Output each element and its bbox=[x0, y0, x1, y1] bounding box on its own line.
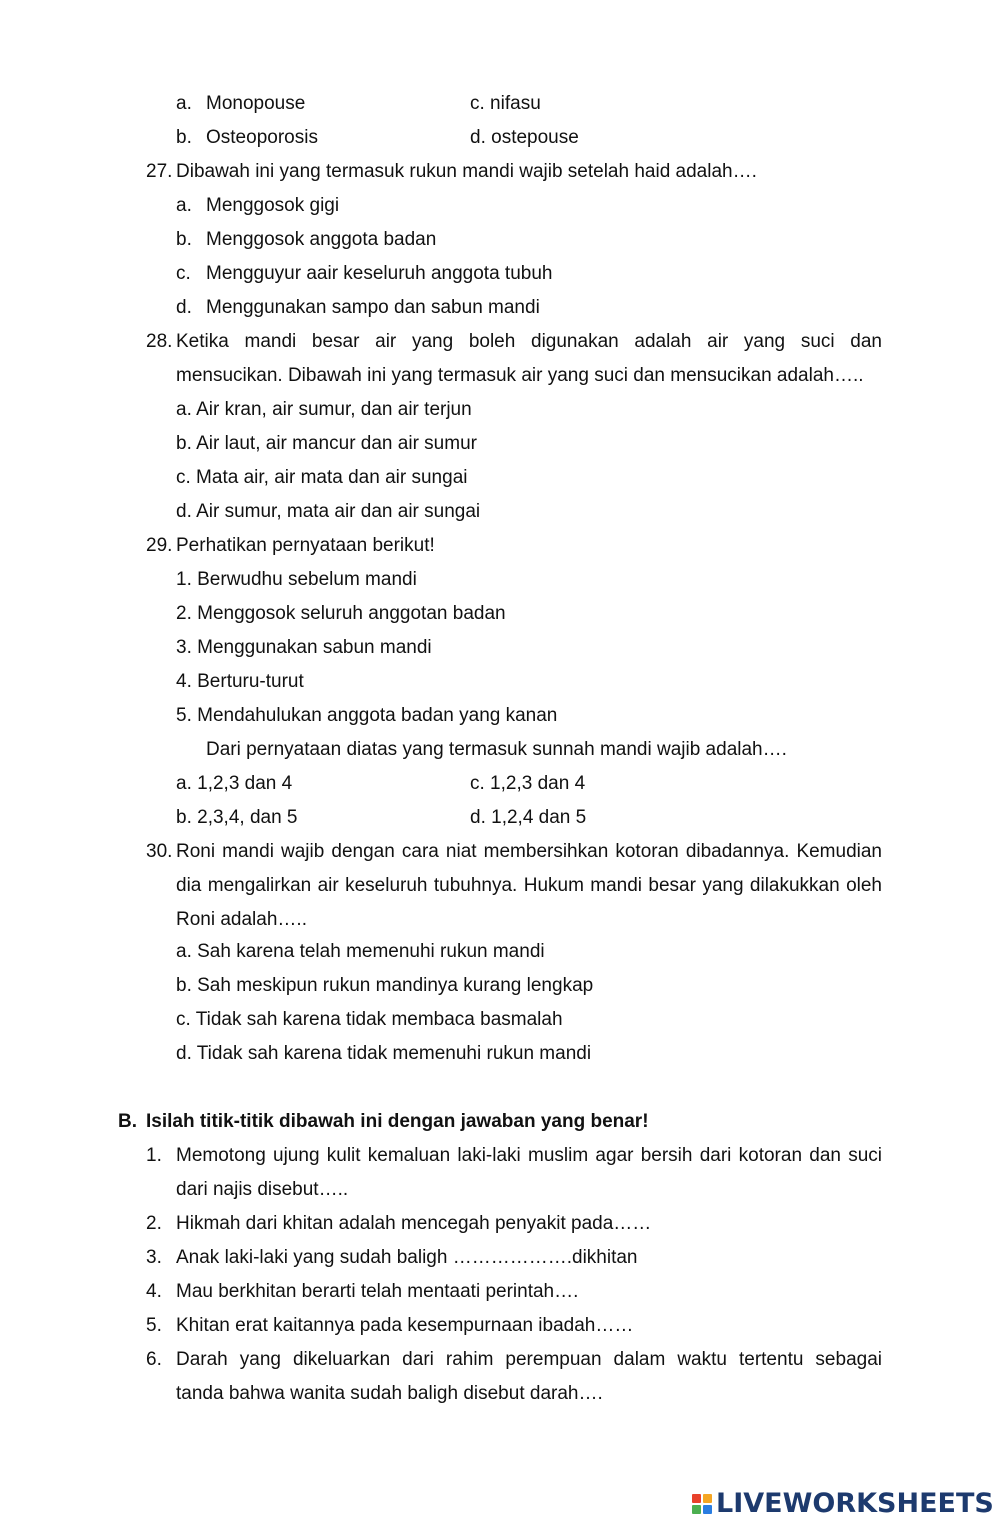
b-item-1-line1: Memotong ujung kulit kemaluan laki-laki muslim agar bersih dari kotoran dan suci bbox=[176, 1145, 882, 1166]
q28-option-d: d. Air sumur, mata air dan air sungai bbox=[176, 501, 481, 522]
q26-option-a-letter: a. bbox=[176, 93, 192, 114]
q27-option-b-letter: b. bbox=[176, 229, 192, 250]
b-item-5-line1: Khitan erat kaitannya pada kesempurnaan ibadah…… bbox=[176, 1315, 634, 1336]
q30-option-a: a. Sah karena telah memenuhi rukun mandi bbox=[176, 941, 545, 962]
q29-statement-5: 5. Mendahulukan anggota badan yang kanan bbox=[176, 705, 558, 726]
q29-option-b: b. 2,3,4, dan 5 bbox=[176, 807, 298, 828]
logo-square-3 bbox=[692, 1505, 701, 1514]
q30-question-line3: Roni adalah….. bbox=[176, 909, 307, 930]
q27-question: Dibawah ini yang termasuk rukun mandi wajib setelah haid adalah…. bbox=[176, 161, 757, 182]
liveworksheets-logo-icon bbox=[692, 1494, 712, 1514]
q30-option-b: b. Sah meskipun rukun mandinya kurang lengkap bbox=[176, 975, 594, 996]
q29-statement-2: 2. Menggosok seluruh anggotan badan bbox=[176, 603, 506, 624]
q26-option-c: c. nifasu bbox=[470, 93, 541, 114]
b-item-1-number: 1. bbox=[146, 1145, 162, 1166]
q27-option-b: Menggosok anggota badan bbox=[206, 229, 437, 250]
liveworksheets-logo-text: LIVEWORKSHEETS bbox=[716, 1488, 994, 1519]
q26-option-d: d. ostepouse bbox=[470, 127, 579, 148]
liveworksheets-logo[interactable] bbox=[692, 1488, 994, 1519]
q29-statement-3: 3. Menggunakan sabun mandi bbox=[176, 637, 432, 658]
q29-option-a: a. 1,2,3 dan 4 bbox=[176, 773, 293, 794]
q28-option-b: b. Air laut, air mancur dan air sumur bbox=[176, 433, 477, 454]
q30-option-d: d. Tidak sah karena tidak memenuhi rukun mandi bbox=[176, 1043, 592, 1064]
q28-number: 28. bbox=[146, 331, 173, 352]
q26-option-b: Osteoporosis bbox=[206, 127, 318, 148]
q27-option-d-letter: d. bbox=[176, 297, 192, 318]
b-item-6-line1: Darah yang dikeluarkan dari rahim perempuan dalam waktu tertentu sebagai bbox=[176, 1349, 882, 1370]
b-item-6-line2: tanda bahwa wanita sudah baligh disebut darah…. bbox=[176, 1383, 603, 1404]
q27-option-c-letter: c. bbox=[176, 263, 191, 284]
q29-prompt: Dari pernyataan diatas yang termasuk sunnah mandi wajib adalah…. bbox=[206, 739, 787, 760]
q29-statement-4: 4. Berturu-turut bbox=[176, 671, 304, 692]
q29-option-c: c. 1,2,3 dan 4 bbox=[470, 773, 586, 794]
q28-option-a: a. Air kran, air sumur, dan air terjun bbox=[176, 399, 472, 420]
q26-option-b-letter: b. bbox=[176, 127, 192, 148]
q29-question: Perhatikan pernyataan berikut! bbox=[176, 535, 435, 556]
b-item-4-line1: Mau berkhitan berarti telah mentaati perintah…. bbox=[176, 1281, 579, 1302]
b-item-4-number: 4. bbox=[146, 1281, 162, 1302]
q30-question-line2: dia mengalirkan air keseluruh tubuhnya. Hukum mandi besar yang dilakukkan oleh bbox=[176, 875, 882, 896]
q29-number: 29. bbox=[146, 535, 173, 556]
logo-square-1 bbox=[692, 1494, 701, 1503]
section-b-label: B. bbox=[118, 1111, 137, 1132]
q28-question-line1: Ketika mandi besar air yang boleh digunakan adalah air yang suci dan bbox=[176, 331, 882, 352]
b-item-3-number: 3. bbox=[146, 1247, 162, 1268]
q30-option-c: c. Tidak sah karena tidak membaca basmalah bbox=[176, 1009, 563, 1030]
q27-option-a-letter: a. bbox=[176, 195, 192, 216]
b-item-2-line1: Hikmah dari khitan adalah mencegah penyakit pada…… bbox=[176, 1213, 652, 1234]
b-item-2-number: 2. bbox=[146, 1213, 162, 1234]
q27-number: 27. bbox=[146, 161, 173, 182]
b-item-1-line2: dari najis disebut….. bbox=[176, 1179, 349, 1200]
logo-square-2 bbox=[703, 1494, 712, 1503]
logo-square-4 bbox=[703, 1505, 712, 1514]
b-item-3-line1: Anak laki-laki yang sudah baligh ……………….dikhitan bbox=[176, 1247, 638, 1268]
b-item-6-number: 6. bbox=[146, 1349, 162, 1370]
q27-option-d: Menggunakan sampo dan sabun mandi bbox=[206, 297, 540, 318]
q26-option-a: Monopouse bbox=[206, 93, 306, 114]
q27-option-c: Mengguyur aair keseluruh anggota tubuh bbox=[206, 263, 553, 284]
q30-question-line1: Roni mandi wajib dengan cara niat membersihkan kotoran dibadannya. Kemudian bbox=[176, 841, 882, 862]
q28-option-c: c. Mata air, air mata dan air sungai bbox=[176, 467, 468, 488]
q27-option-a: Menggosok gigi bbox=[206, 195, 340, 216]
b-item-5-number: 5. bbox=[146, 1315, 162, 1336]
q30-number: 30. bbox=[146, 841, 173, 862]
q28-question-line2: mensucikan. Dibawah ini yang termasuk air yang suci dan mensucikan adalah….. bbox=[176, 365, 864, 386]
q29-statement-1: 1. Berwudhu sebelum mandi bbox=[176, 569, 417, 590]
q29-option-d: d. 1,2,4 dan 5 bbox=[470, 807, 587, 828]
section-b-title: Isilah titik-titik dibawah ini dengan jawaban yang benar! bbox=[146, 1111, 649, 1132]
